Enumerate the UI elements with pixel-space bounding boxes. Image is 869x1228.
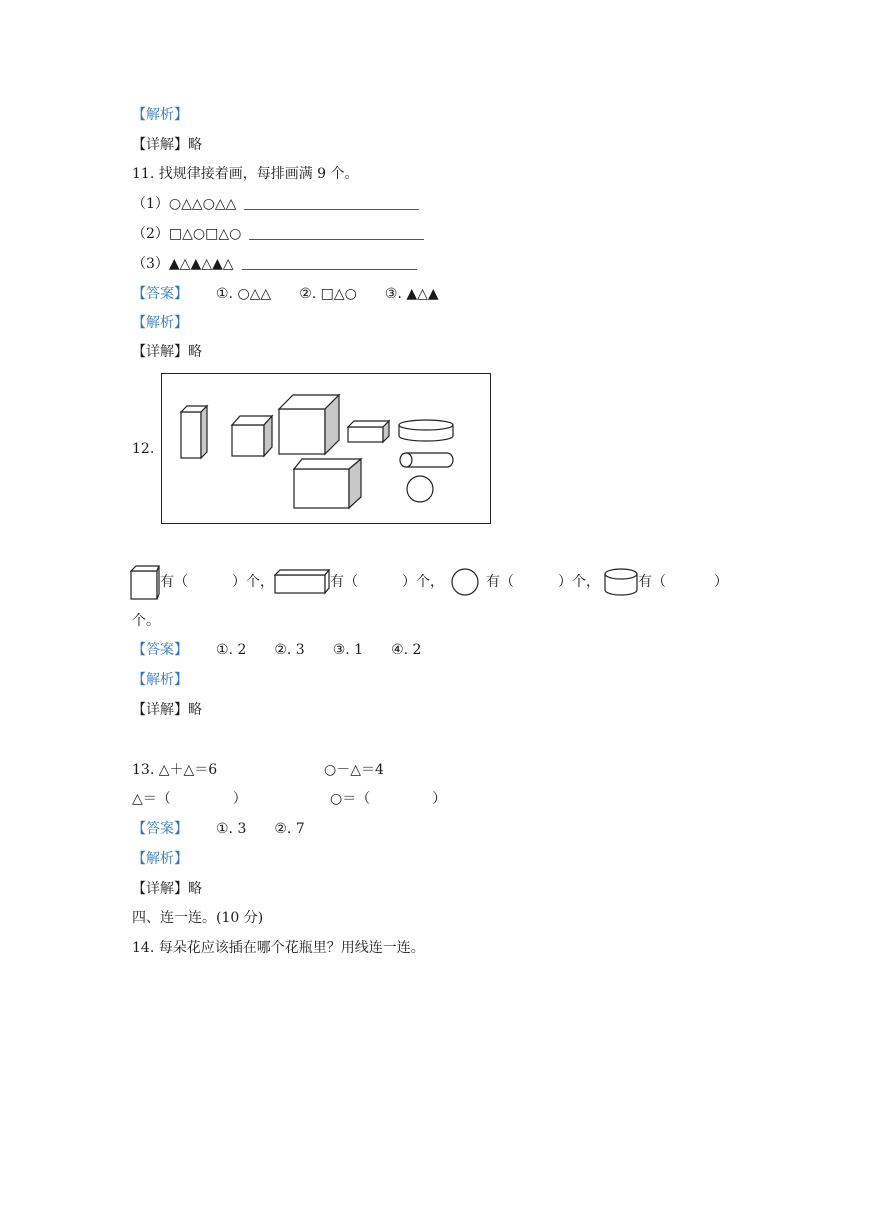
- q13-blank2: ○＝（ ）: [330, 791, 447, 807]
- q11-row-1: （1）○△△○△△: [132, 195, 419, 213]
- q12-count-line: 有（ ）个， 有（ ）个， 有（ ）个， 有（ ）: [130, 564, 728, 600]
- q12-shapes-figure: [161, 373, 491, 524]
- sphere-icon-small: [450, 567, 480, 597]
- q11-blank-2[interactable]: [249, 229, 424, 240]
- jiexi-label-11: 【解析】: [132, 315, 188, 331]
- q14-title: 14. 每朵花应该插在哪个花瓶里？用线连一连。: [132, 940, 425, 956]
- jiexi-label-13: 【解析】: [132, 851, 188, 867]
- q12-tail: 个。: [132, 613, 160, 629]
- lying-cylinder-icon: [400, 453, 453, 467]
- q13-eq2: ○－△＝4: [324, 762, 384, 778]
- jiexi-label-12: 【解析】: [132, 672, 188, 688]
- cuboid-icon: [274, 569, 330, 595]
- flat-cylinder-icon: [399, 420, 453, 441]
- xiangjie-line-13: 【详解】略: [132, 881, 202, 897]
- q11-row-3: （3）▲△▲△▲△: [132, 255, 417, 273]
- jiexi-label-10: 【解析】: [132, 107, 188, 123]
- flat-cuboid-icon: [348, 421, 389, 442]
- small-cube-icon: [232, 416, 272, 456]
- section4-heading: 四、连一连。(10 分): [132, 910, 264, 926]
- q13-blank1: △＝（ ）: [132, 791, 247, 807]
- q11-title: 11. 找规律接着画，每排画满 9 个。: [132, 166, 359, 182]
- q12-number: 12.: [132, 441, 155, 457]
- xiangjie-line-10: 【详解】略: [132, 137, 202, 153]
- wide-cuboid-icon: [294, 459, 361, 508]
- big-cube-icon: [279, 395, 339, 454]
- tall-cuboid-icon: [181, 406, 207, 458]
- q11-answer: 【答案】 ①. ○△△ ②. □△○ ③. ▲△▲: [132, 286, 439, 302]
- q11-blank-3[interactable]: [242, 259, 417, 270]
- cylinder-icon: [604, 568, 638, 596]
- q11-row-2: （2）□△○□△○: [132, 225, 424, 243]
- q13-eq1: 13. △＋△＝6: [132, 762, 218, 778]
- q11-blank-1[interactable]: [244, 199, 419, 210]
- xiangjie-line-11: 【详解】略: [132, 344, 202, 360]
- sphere-icon: [407, 476, 433, 502]
- xiangjie-line-12: 【详解】略: [132, 702, 202, 718]
- solids-drawing: [162, 374, 492, 525]
- q13-answer: 【答案】 ①. 3 ②. 7: [132, 821, 305, 837]
- q12-answer: 【答案】 ①. 2 ②. 3 ③. 1 ④. 2: [132, 642, 422, 658]
- cube-icon: [130, 564, 160, 600]
